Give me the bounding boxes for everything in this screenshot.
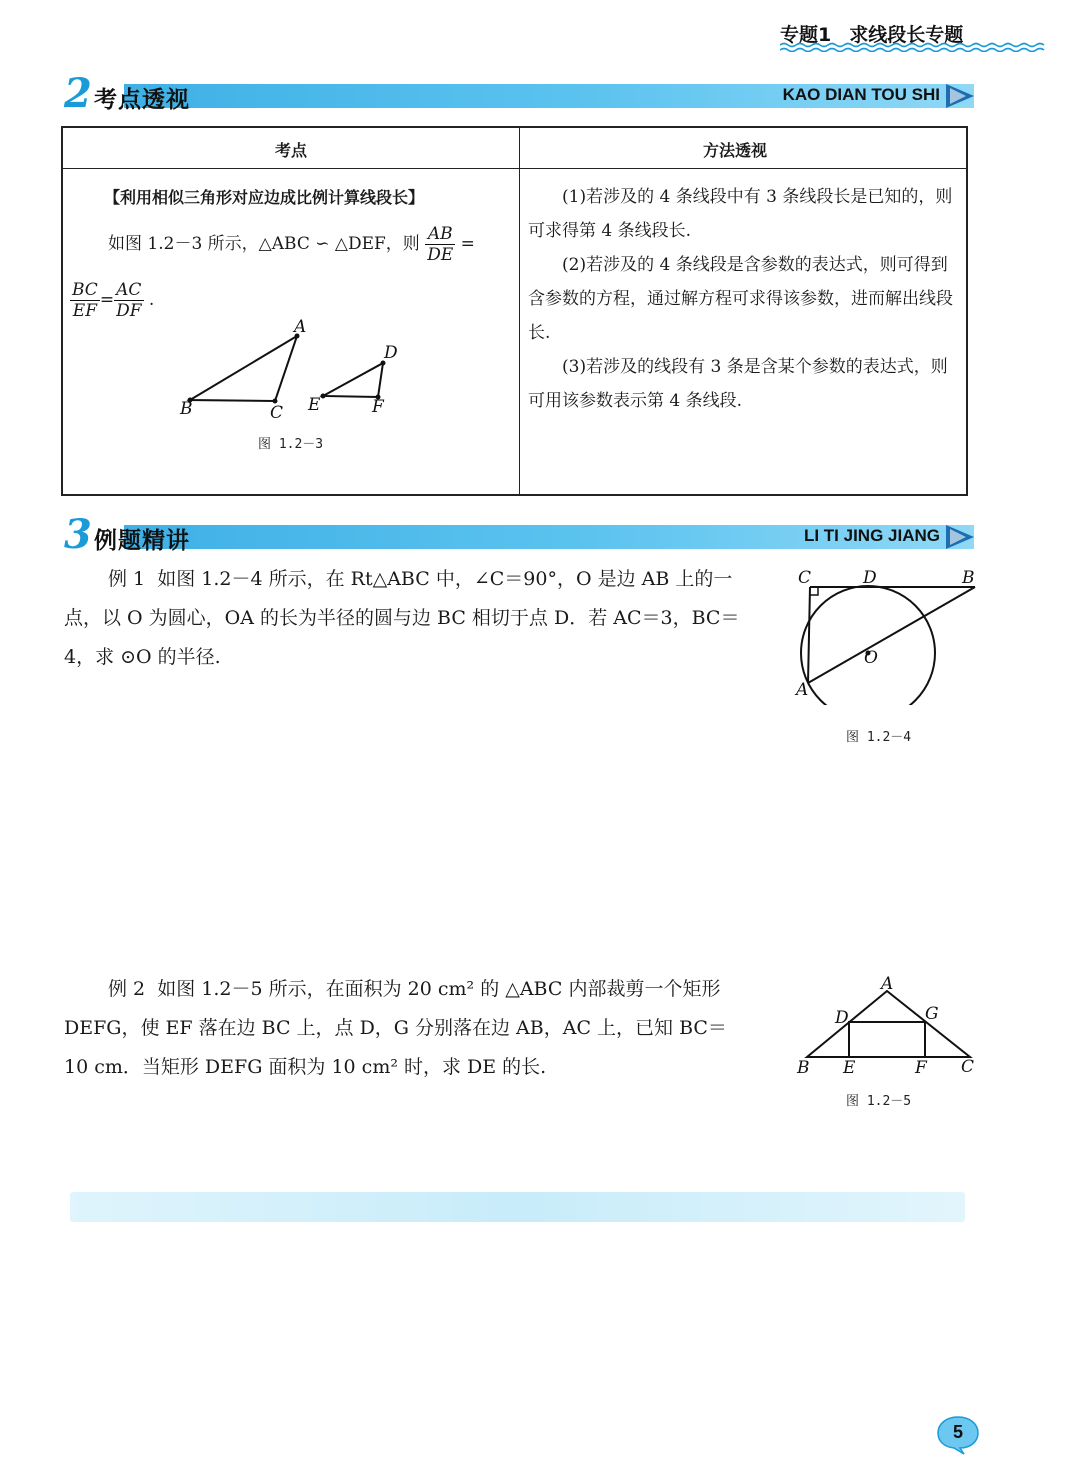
fraction-bc-ef: $\frac{BC}{EF}$: [72, 280, 98, 321]
label-b: B: [962, 568, 975, 588]
figure-caption-1-2-5: 图 1.2－5: [846, 1094, 912, 1109]
triangle-abc: [807, 991, 970, 1057]
page-number-badge: [936, 1415, 980, 1455]
knowledge-point-title: 【利用相似三角形对应边成比例计算线段长】: [104, 188, 425, 207]
kp-text: 如图 1.2－3 所示，△ABC ∽ △DEF，则: [108, 234, 420, 254]
wavy-underline-decoration: [780, 42, 1045, 52]
section-english-title: LI TI JING JIANG: [803, 526, 940, 545]
label-c: C: [270, 403, 284, 423]
label-a: A: [796, 680, 809, 700]
chapter-label: 专题1: [780, 24, 832, 46]
table-header-kaodian: 考点: [275, 141, 308, 160]
label-c: C: [961, 1057, 975, 1077]
label-e: E: [843, 1058, 856, 1078]
example2-line2: DEFG，使 EF 落在边 BC 上，点 D，G 分别落在边 AB，AC 上，已知 BC＝: [64, 1017, 727, 1039]
label-e: E: [308, 395, 321, 415]
circle-o: [801, 586, 935, 705]
section-number: 3: [64, 511, 92, 558]
figure-circle-triangle: [790, 565, 980, 705]
page-number: 5: [952, 1422, 963, 1442]
fraction-ab-de: $\frac{AB}{DE}$: [427, 224, 454, 265]
triangle-def: [323, 363, 383, 397]
label-a: A: [881, 975, 894, 994]
label-d: D: [835, 1008, 849, 1028]
label-f: F: [915, 1058, 927, 1078]
label-o: O: [864, 648, 878, 668]
example1-label: 例 1: [108, 568, 146, 590]
method-item-3: (3)若涉及的线段有 3 条是含某个参数的表达式，则可用该参数表示第 4 条线段.: [528, 357, 948, 411]
section-bar-liti: [64, 511, 974, 558]
label-d: D: [384, 343, 398, 363]
method-item-2: (2)若涉及的 4 条线段是含参数的表达式，则可得到含参数的方程，通过解方程可求得该参数，进而解出线段长.: [528, 255, 953, 343]
figure-rectangle-in-triangle: [795, 975, 980, 1080]
example1-line1: 例 1 如图 1.2－4 所示，在 Rt△ABC 中，∠C＝90°，O 是边 AB 上的一: [108, 568, 733, 590]
figure-caption-1-2-4: 图 1.2－4: [846, 730, 912, 745]
fraction-ac-df: $\frac{AC}{DF}$: [116, 280, 142, 321]
example1-line3: 4，求 ⊙O 的半径.: [64, 646, 221, 668]
table-header-method: 方法透视: [703, 141, 768, 160]
chevron-right-icon: [946, 525, 974, 549]
section-english-title: KAO DIAN TOU SHI: [782, 85, 940, 104]
triangle-abc: [190, 336, 297, 401]
decorative-band: [70, 1192, 965, 1222]
example2-label: 例 2: [108, 978, 146, 1000]
label-g: G: [925, 1004, 939, 1024]
label-f: F: [372, 397, 384, 417]
section-number: 2: [64, 70, 92, 117]
label-b: B: [180, 399, 193, 419]
knowledge-point-text: 如图 1.2－3 所示，△ABC ∽ △DEF，则 $\frac{AB}{DE}$ =: [108, 224, 475, 265]
section-bar-kaodian: [64, 70, 974, 117]
example2-line3: 10 cm．当矩形 DEFG 面积为 10 cm² 时，求 DE 的长.: [64, 1056, 547, 1078]
label-d: D: [863, 568, 877, 588]
label-a: A: [294, 318, 307, 337]
method-item-1: (1)若涉及的 4 条线段中有 3 条线段长是已知的，则可求得第 4 条线段长.: [528, 187, 953, 241]
proportion-equation: $\frac{BC}{EF}$ = $\frac{AC}{DF}$ .: [72, 280, 155, 321]
section-title: 例题精讲: [94, 528, 190, 554]
topic-title: 求线段长专题: [849, 24, 964, 46]
section-title: 考点透视: [94, 87, 190, 113]
chevron-right-icon: [946, 84, 974, 108]
label-c: C: [798, 568, 812, 588]
example1-line2: 点，以 O 为圆心，OA 的长为半径的圆与边 BC 相切于点 D．若 AC＝3，BC＝: [64, 607, 740, 629]
table-header-divider: [63, 168, 966, 169]
label-b: B: [797, 1058, 810, 1078]
rectangle-defg: [849, 1022, 925, 1057]
figure-caption-1-2-3: 图 1.2－3: [258, 437, 324, 452]
table-column-divider: [519, 128, 520, 494]
example2-line1: 例 2 如图 1.2－5 所示，在面积为 20 cm² 的 △ABC 内部裁剪一个矩形: [108, 978, 721, 1000]
figure-similar-triangles: [170, 318, 410, 428]
